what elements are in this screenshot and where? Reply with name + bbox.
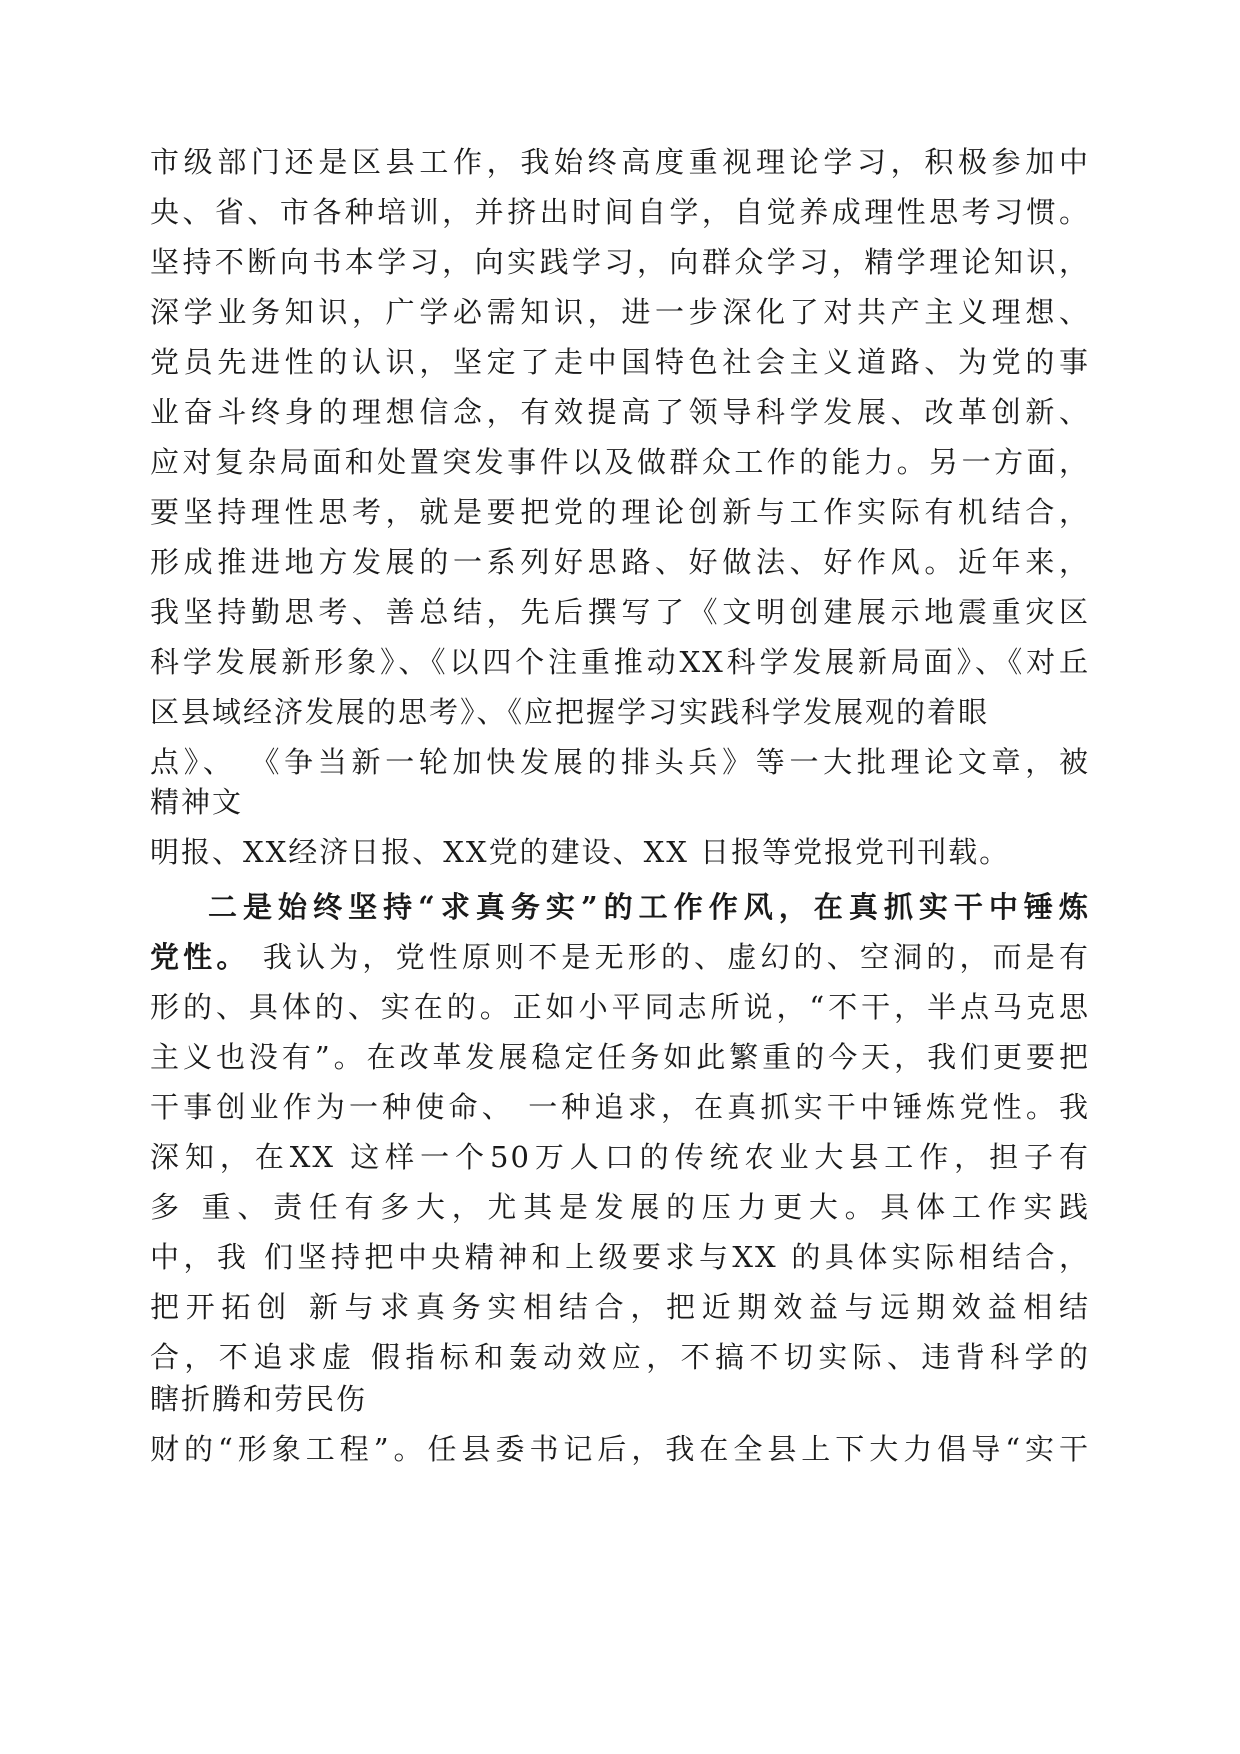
text-line: 形成推进地方发展的一系列好思路、好做法、好作风。近年来， [150, 545, 1090, 579]
text-line: 财的“形象工程”。任县委书记后，我在全县上下大力倡导“实干 [150, 1432, 1090, 1466]
text-line: 主义也没有”。在改革发展稳定任务如此繁重的今天，我们更要把 [150, 1040, 1090, 1074]
text-line: 精神文 [150, 785, 244, 819]
heading-tail-bold: 党性。 [150, 940, 250, 974]
text-line: 干事创业作为一种使命、 一种追求，在真抓实干中锤炼党性。我 [150, 1090, 1090, 1124]
text-line: 把开拓创 新与求真务实相结合，把近期效益与远期效益相结 [150, 1290, 1090, 1324]
text-line: 我坚持勤思考、善总结，先后撰写了《文明创建展示地震重灾区 [150, 595, 1090, 629]
text-line: 党员先进性的认识，坚定了走中国特色社会主义道路、为党的事 [150, 345, 1090, 379]
text-line: 市级部门还是区县工作，我始终高度重视理论学习，积极参加中 [150, 145, 1090, 179]
text-line: 合，不追求虚 假指标和轰动效应，不搞不切实际、违背科学的 [150, 1340, 1090, 1374]
text-line: 要坚持理性思考，就是要把党的理论创新与工作实际有机结合， [150, 495, 1090, 529]
text-line: 深知，在XX 这样一个50万人口的传统农业大县工作，担子有 [150, 1140, 1090, 1174]
text-line: 中，我 们坚持把中央精神和上级要求与XX 的具体实际相结合， [150, 1240, 1090, 1274]
text-line: 科学发展新形象》、《以四个注重推动XX科学发展新局面》、《对丘 [150, 645, 1090, 679]
text-line: 瞎折腾和劳民伤 [150, 1382, 368, 1416]
heading-continuation [150, 940, 1090, 974]
text-line: 深学业务知识，广学必需知识，进一步深化了对共产主义理想、 [150, 295, 1090, 329]
text-line: 明报、XX经济日报、XX党的建设、XX 日报等党报党刊刊载。 [150, 835, 1011, 869]
text-line: 形的、具体的、实在的。正如小平同志所说，“不干，半点马克思 [150, 990, 1090, 1024]
heading-tail-text: 我认为，党性原则不是无形的、虚幻的、空洞的，而是有 [249, 940, 1090, 974]
text-line: 区县域经济发展的思考》、《应把握学习实践科学发展观的着眼 [150, 695, 990, 729]
text-line: 多 重、责任有多大，尤其是发展的压力更大。具体工作实践 [150, 1190, 1090, 1224]
text-line: 坚持不断向书本学习，向实践学习，向群众学习，精学理论知识， [150, 245, 1090, 279]
text-line: 点》、 《争当新一轮加快发展的排头兵》等一大批理论文章，被 [150, 745, 1090, 779]
section-heading: 二是始终坚持“求真务实”的工作作风，在真抓实干中锤炼 [208, 890, 1090, 924]
text-line: 应对复杂局面和处置突发事件以及做群众工作的能力。另一方面， [150, 445, 1090, 479]
text-line: 央、省、市各种培训，并挤出时间自学，自觉养成理性思考习惯。 [150, 195, 1090, 229]
text-line: 业奋斗终身的理想信念，有效提高了领导科学发展、改革创新、 [150, 395, 1090, 429]
